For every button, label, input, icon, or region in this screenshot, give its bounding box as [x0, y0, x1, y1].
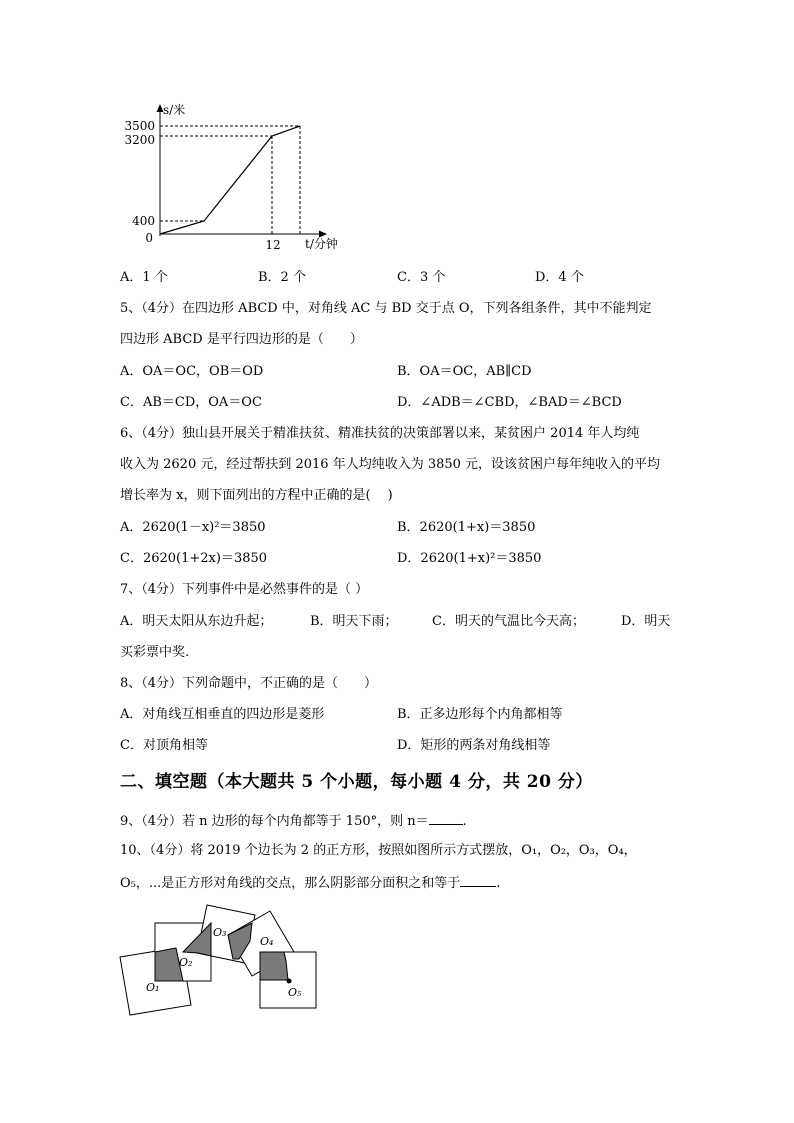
q7-option-b: B．明天下雨；: [310, 614, 398, 629]
section-heading-fill-in: 二、填空题（本大题共 5 个小题，每小题 4 分，共 20 分）: [120, 772, 593, 792]
q8-option-d: D．矩形的两条对角线相等: [397, 738, 551, 753]
q10-stem-line1: 10、（4分）将 2019 个边长为 2 的正方形，按照如图所示方式摆放，O₁，O₂，O₃，O₄，: [120, 843, 637, 858]
q5-option-b: B．OA＝OC，AB∥CD: [397, 364, 532, 379]
shaded-region-4: [260, 952, 288, 980]
q7-option-a: A．明天太阳从东边升起；: [120, 614, 273, 629]
q9-stem-end: .: [462, 814, 467, 829]
q8-option-c: C．对顶角相等: [120, 738, 208, 753]
label-o1: O₁: [146, 981, 160, 994]
y-tick-3200: 3200: [124, 133, 155, 147]
label-o2: O₂: [179, 956, 193, 969]
q6-option-a: A．2620(1－x)²＝3850: [120, 520, 266, 535]
y-axis-label: s/米: [163, 103, 186, 117]
distance-time-graph: [110, 98, 360, 258]
q4-option-a: A．1 个: [120, 270, 168, 285]
q7-option-d-start: D．明天: [621, 614, 671, 629]
x-tick-12: 12: [265, 238, 281, 252]
q7-stem: 7、（4分）下列事件中是必然事件的是（ ）: [120, 582, 369, 597]
q7-option-c: C．明天的气温比今天高；: [432, 614, 585, 629]
q8-option-a: A．对角线互相垂直的四边形是菱形: [120, 707, 325, 722]
q10-answer-blank: [460, 874, 496, 887]
q9-stem: [120, 812, 467, 830]
q9-answer-blank: [429, 812, 463, 825]
q10-stem-line2: [120, 874, 500, 892]
y-tick-3500: 3500: [124, 119, 155, 133]
center-point-o5: [287, 979, 292, 984]
y-tick-400: 400: [132, 214, 155, 228]
label-o3: O₃: [213, 926, 227, 939]
q6-stem-line3: 增长率为 x，则下面列出的方程中正确的是( ): [120, 488, 393, 503]
q8-stem: 8、（4分）下列命题中，不正确的是（ ）: [120, 676, 378, 691]
q5-option-d: D．∠ADB＝∠CBD，∠BAD＝∠BCD: [397, 395, 622, 410]
q6-stem-line1: 6、（4分）独山县开展关于精准扶贫、精准扶贫的决策部署以来，某贫困户 2014 年人均纯: [120, 426, 640, 441]
label-o5: O₅: [288, 986, 302, 999]
q5-stem-line2: 四边形 ABCD 是平行四边形的是（ ）: [120, 332, 363, 347]
x-axis-label: t/分钟: [305, 237, 338, 251]
q9-stem-text: 9、（4分）若 n 边形的每个内角都等于 150°，则 n＝: [120, 814, 429, 829]
q7-option-d-end: 买彩票中奖.: [120, 645, 190, 660]
overlapping-squares-figure: [110, 895, 330, 1020]
q4-option-d: D．4 个: [535, 270, 584, 285]
graph-line: [160, 126, 300, 234]
origin-label: 0: [145, 231, 153, 245]
q6-option-b: B．2620(1+x)＝3850: [397, 520, 536, 535]
q5-stem-line1: 5、（4分）在四边形 ABCD 中，对角线 AC 与 BD 交于点 O，下列各组条件，其中不能判定: [120, 301, 652, 316]
q8-option-b: B．正多边形每个内角都相等: [397, 707, 563, 722]
q6-option-c: C．2620(1+2x)＝3850: [120, 551, 268, 566]
q5-option-a: A．OA＝OC，OB＝OD: [120, 364, 264, 379]
q4-option-b: B．2 个: [258, 270, 306, 285]
q6-stem-line2: 收入为 2620 元，经过帮扶到 2016 年人均纯收入为 3850 元，设该贫困户每年纯收入的平均: [120, 457, 661, 472]
q10-stem-end: .: [496, 876, 501, 891]
q10-stem-text: O₅，...是正方形对角线的交点，那么阴影部分面积之和等于: [120, 876, 461, 891]
label-o4: O₄: [260, 935, 274, 948]
q6-option-d: D．2620(1+x)²＝3850: [397, 551, 542, 566]
q4-option-c: C．3 个: [397, 270, 446, 285]
q5-option-c: C．AB＝CD，OA＝OC: [120, 395, 262, 410]
